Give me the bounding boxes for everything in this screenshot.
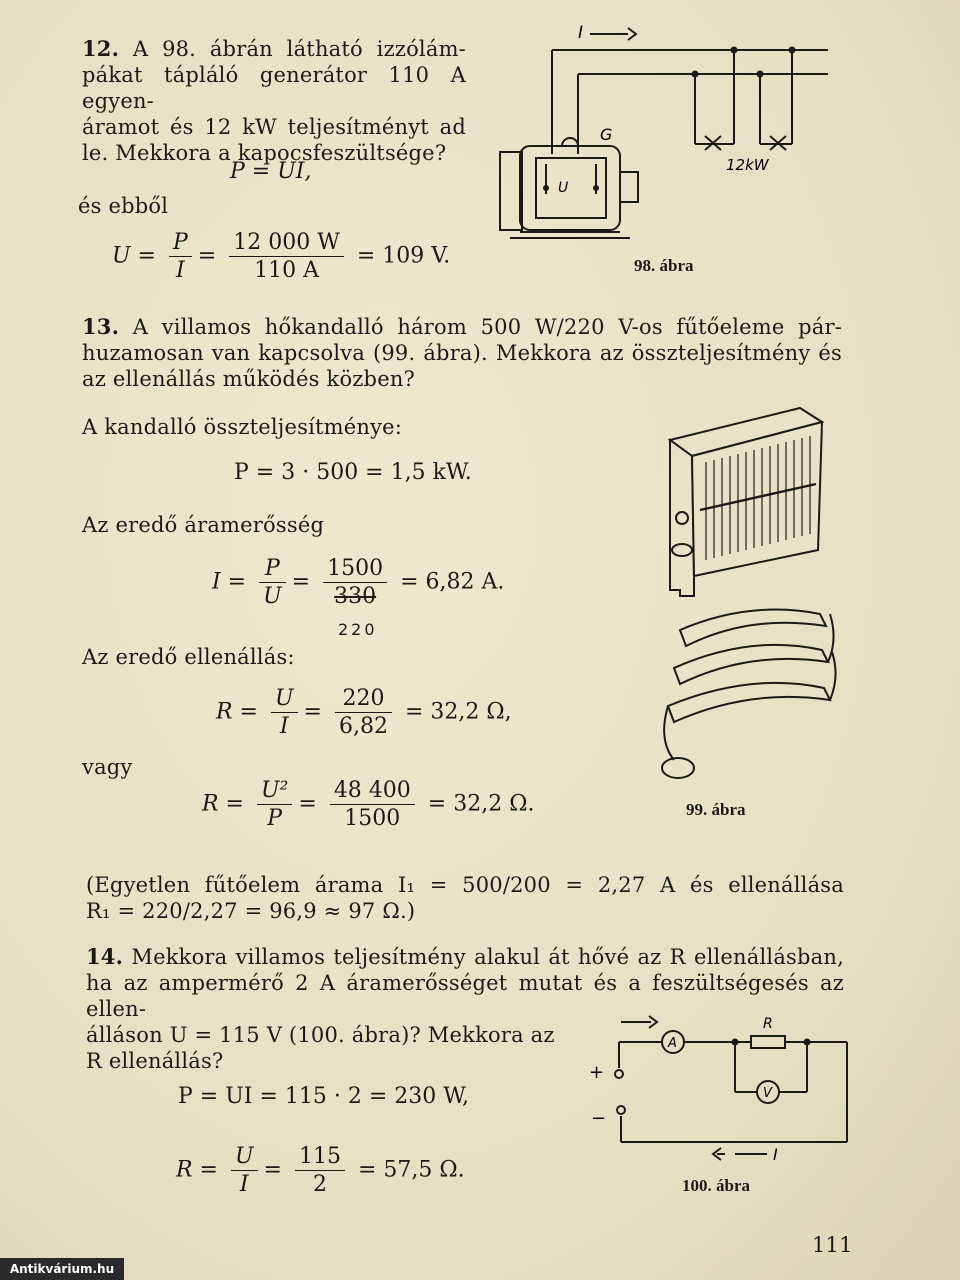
numerator: U²: [257, 778, 292, 805]
figure-99-caption: 99. ábra: [686, 800, 746, 819]
eq-result: = 6,82 A.: [400, 569, 505, 595]
denominator: 6,82: [338, 714, 388, 739]
note-line-1: (Egyetlen fűtőelem árama I₁ = 500/200 = 2,27 A és ellenállása: [86, 873, 844, 897]
resistance-label: Az eredő ellenállás:: [82, 645, 295, 669]
total-power-label: A kandalló összteljesítménye:: [82, 415, 403, 439]
label-voltage-u: U: [558, 180, 569, 196]
fraction: [229, 230, 344, 283]
equation-current: I = $\frac{P}{U}$ = $\frac{1500}{330}$ = 6,82 A.: [212, 556, 505, 609]
eq-result: = 57,5 Ω.: [357, 1157, 465, 1183]
numerator: 115: [295, 1144, 345, 1171]
denominator: I: [279, 714, 289, 739]
eq-result: = 32,2 Ω,: [404, 699, 512, 725]
denominator: U: [263, 584, 282, 609]
eq-left: U =: [112, 243, 156, 269]
denominator: 1500: [344, 806, 401, 831]
equation-u: U = $\frac{P}{I}$ = $\frac{12 000 W}{110 A}$ = 109 V.: [112, 230, 451, 283]
problem-14-line-4: R ellenállás?: [86, 1049, 224, 1073]
label-current-i: I: [578, 24, 584, 43]
problem-13-line-3: az ellenállás működés közben?: [82, 367, 416, 391]
denominator: I: [239, 1172, 249, 1197]
problem-12-line-1: [82, 36, 466, 62]
formula-p-ui: P = UI,: [230, 159, 312, 184]
eq-left: R =: [202, 791, 244, 817]
note-line-2: R₁ = 220/2,27 = 96,9 ≈ 97 Ω.): [86, 899, 416, 923]
note-single-element: [86, 872, 844, 924]
problem-number: 12.: [82, 36, 120, 61]
eq-result: = 32,2 Ω.: [427, 791, 535, 817]
equation-resistance-14: R = $\frac{U}{I}$ = $\frac{115}{2}$ = 57,5 Ω.: [176, 1144, 465, 1197]
eq-left: I =: [212, 569, 247, 595]
problem-12-line-4: le. Mekkora a kapocsfeszültsége?: [82, 141, 447, 165]
page-number: 111: [812, 1233, 853, 1257]
numerator: 12 000 W: [229, 230, 344, 257]
figure-100-circuit: [585, 1008, 855, 1168]
denominator: P: [267, 806, 283, 831]
voltmeter-label: V: [763, 1086, 772, 1101]
figure-99-heater: [650, 400, 840, 790]
problem-12-line-2: pákat tápláló generátor 110 A egyen-: [82, 63, 466, 113]
equation-power: P = UI = 115 · 2 = 230 W,: [178, 1084, 470, 1109]
label-generator-g: G: [600, 125, 613, 144]
figure-98-generator-circuit: [490, 24, 840, 244]
minus-terminal: −: [591, 1108, 607, 1129]
label-12kw: 12kW: [726, 156, 769, 174]
total-power-equation: P = 3 · 500 = 1,5 kW.: [234, 460, 472, 485]
problem-number: 14.: [86, 944, 124, 969]
fraction: [323, 556, 387, 609]
eq-result: = 109 V.: [356, 243, 451, 269]
fraction: [271, 686, 298, 739]
problem-13-text: [82, 314, 842, 392]
problem-13-line-1: [82, 314, 842, 340]
problem-text: A villamos hőkandalló három 500 W/220 V-os fűtőeleme pár-: [132, 315, 842, 339]
problem-12-text: [82, 36, 466, 166]
problem-number: 13.: [82, 314, 120, 339]
numerator: U: [271, 686, 298, 713]
denominator: 2: [312, 1172, 327, 1197]
problem-13-line-2: huzamosan van kapcsolva (99. ábra). Mekkora az összteljesítmény és: [82, 341, 842, 365]
resistor-label: R: [763, 1016, 773, 1032]
numerator: 1500: [323, 556, 387, 583]
handwritten-correction: 220: [338, 620, 378, 639]
plus-terminal: +: [589, 1062, 605, 1083]
denominator: 110 A: [254, 258, 319, 283]
problem-14-line-1: [86, 944, 844, 970]
equation-resistance-2: R = $\frac{\text{U²}}{P}$ = $\frac{48 400}{1500}$ = 32,2 Ω.: [202, 778, 535, 831]
eq-left: R =: [176, 1157, 218, 1183]
problem-12-line-3: áramot és 12 kW teljesítményt ad: [82, 115, 466, 139]
text-es-ebbol: és ebből: [78, 194, 169, 218]
figure-100-caption: 100. ábra: [682, 1176, 750, 1195]
ammeter-label: A: [668, 1036, 677, 1051]
eq-left: R =: [216, 699, 258, 725]
problem-text: Mekkora villamos teljesítmény alakul át hővé az R ellenállásban,: [131, 945, 844, 969]
denominator: I: [176, 258, 185, 283]
fraction: [330, 778, 415, 831]
problem-14-line-2: ha az ampermérő 2 A áramerősséget mutat és a feszültségesés az ellen-: [86, 971, 844, 1021]
fraction: [257, 778, 292, 831]
problem-text: A 98. ábrán látható izzólám-: [132, 37, 466, 61]
watermark-logo: Antikvárium.hu: [0, 1258, 124, 1280]
current-label: I: [773, 1145, 778, 1164]
numerator: 48 400: [330, 778, 415, 805]
fraction: [335, 686, 392, 739]
numerator: 220: [335, 686, 392, 713]
numerator: P: [169, 230, 192, 257]
current-label: Az eredő áramerősség: [82, 513, 325, 537]
numerator: U: [231, 1144, 258, 1171]
fraction: [259, 556, 286, 609]
problem-14-line-3: álláson U = 115 V (100. ábra)? Mekkora az: [86, 1023, 555, 1047]
figure-98-caption: 98. ábra: [634, 256, 694, 275]
equation-resistance-1: R = $\frac{U}{I}$ = $\frac{220}{6,82}$ = 32,2 Ω,: [216, 686, 512, 739]
fraction: [231, 1144, 258, 1197]
fraction: [169, 230, 192, 283]
numerator: P: [259, 556, 286, 583]
crossed-denominator: 330: [334, 584, 377, 609]
fraction: [295, 1144, 345, 1197]
text-vagy: vagy: [82, 755, 133, 779]
